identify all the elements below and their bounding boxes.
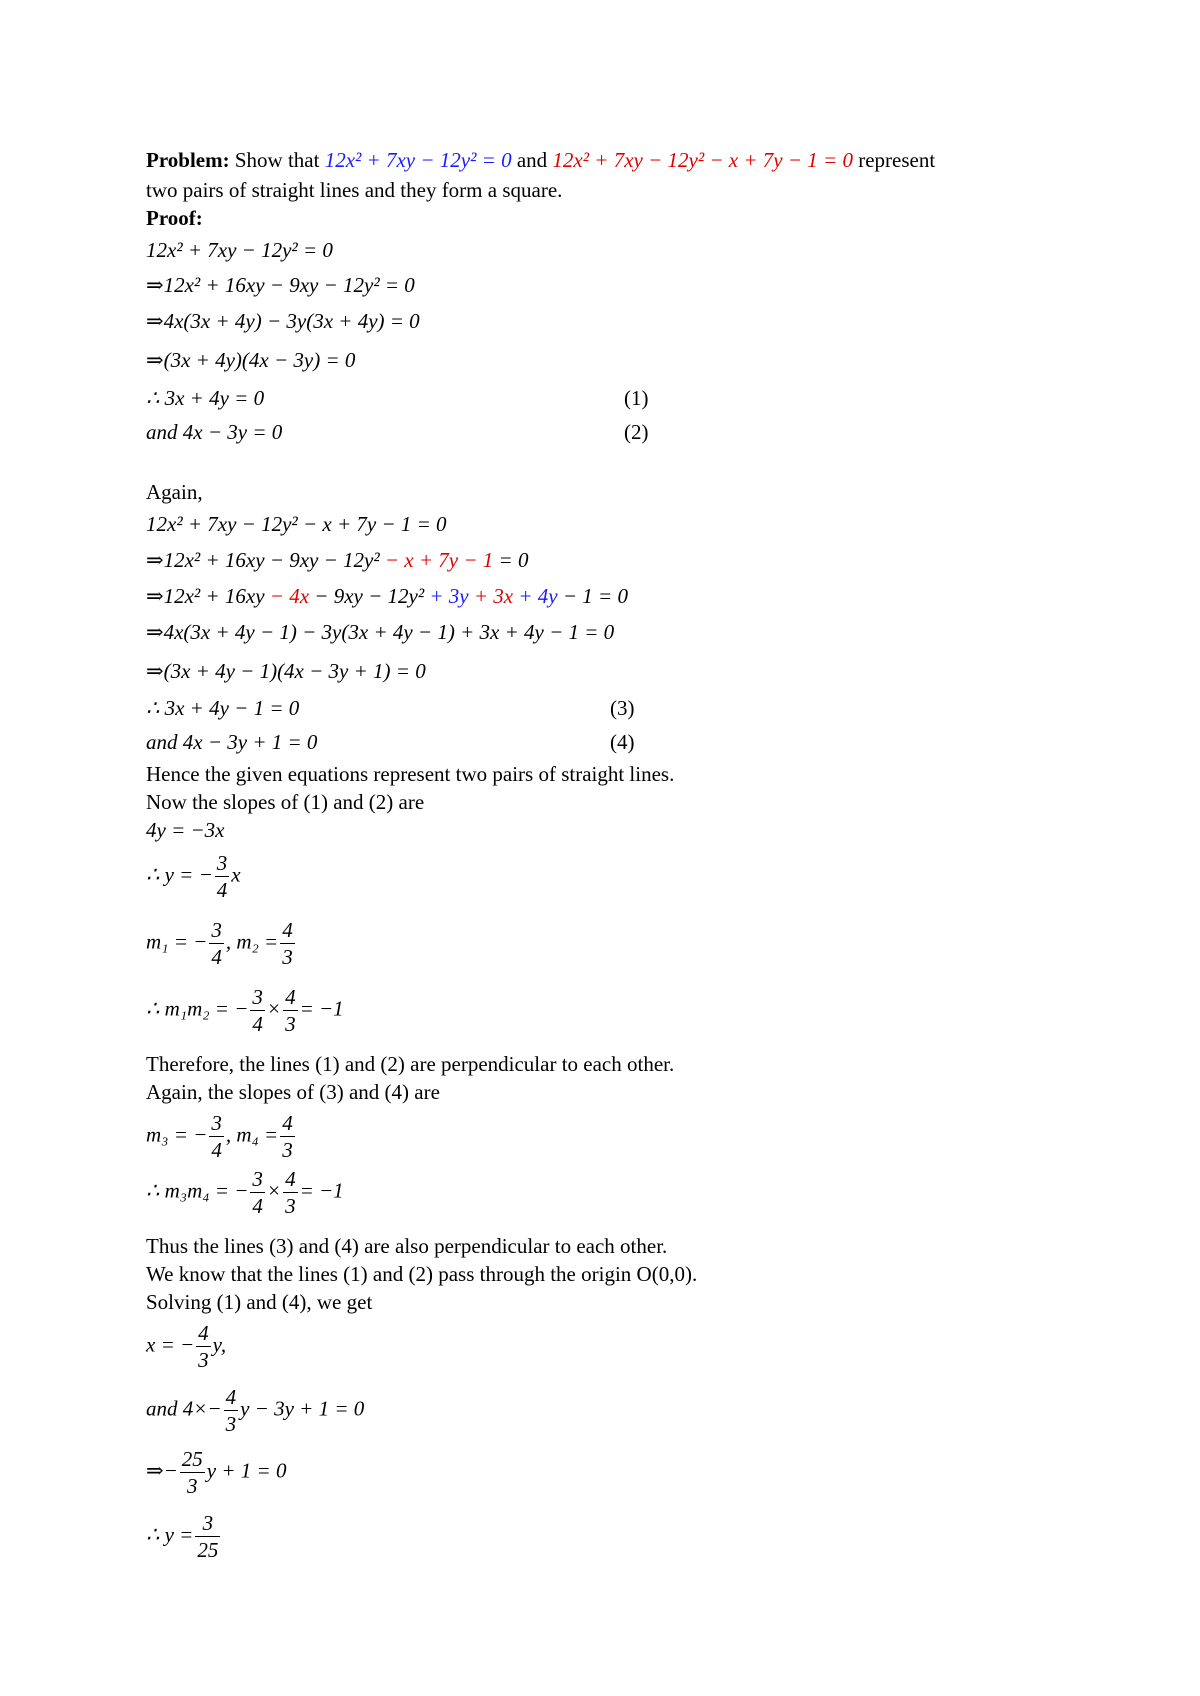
eq-line-11: ⇒(3x + 4y − 1)(4x − 3y + 1) = 0	[146, 659, 426, 683]
fraction	[283, 984, 298, 1037]
fraction-numerator: 3	[211, 1111, 222, 1135]
fraction-denominator: 3	[198, 1348, 209, 1372]
eq-tag-1: (1)	[624, 386, 649, 410]
eq-line-22-suffix: y + 1 = 0	[206, 1458, 287, 1483]
fraction	[280, 1110, 295, 1163]
fraction	[224, 1384, 239, 1437]
eq-line-16	[146, 917, 297, 970]
again-label: Again,	[146, 480, 203, 504]
fraction-numerator: 4	[198, 1321, 209, 1345]
fraction-numerator: 4	[285, 1167, 296, 1191]
fraction-denominator: 4	[216, 878, 228, 902]
fraction-numerator: 4	[225, 1385, 237, 1409]
fraction-denominator: 4	[211, 945, 222, 969]
times-sign: ×	[266, 996, 282, 1021]
problem-equation-2: 12x² + 7xy − 12y² − x + 7y − 1 = 0	[552, 148, 853, 172]
fraction-denominator: 3	[187, 1474, 198, 1498]
eq-line-21-prefix: and 4×−	[146, 1396, 222, 1421]
eq-line-19	[146, 1166, 344, 1219]
problem-represent: represent	[858, 148, 936, 172]
fraction	[283, 1166, 298, 1219]
eq-line-6: and 4x − 3y = 0	[146, 420, 283, 444]
fraction-numerator: 3	[216, 851, 228, 875]
fraction-denominator: 4	[252, 1012, 263, 1036]
eq-line-20-suffix: y,	[212, 1332, 227, 1357]
fraction-denominator: 3	[285, 1194, 296, 1218]
eq-line-9	[146, 582, 628, 610]
product-result: = −1	[299, 996, 344, 1021]
fraction-denominator: 25	[197, 1538, 219, 1562]
eq-line-9-part-a: ⇒12x² + 16xy	[146, 584, 265, 608]
eq-line-9-blue-2: + 4y	[513, 584, 558, 608]
fraction-numerator: 4	[282, 1111, 293, 1135]
eq-tag-2: (2)	[624, 420, 649, 444]
eq-line-4: ⇒(3x + 4y)(4x − 3y) = 0	[146, 348, 356, 372]
we-know-text: We know that the lines (1) and (2) pass through the origin O(0,0).	[146, 1262, 698, 1286]
fraction	[250, 984, 265, 1037]
fraction	[196, 1320, 211, 1373]
fraction-denominator: 3	[282, 945, 293, 969]
eq-line-8-part-a: ⇒12x² + 16xy − 9xy − 12y²	[146, 548, 380, 572]
eq-line-3: ⇒4x(3x + 4y) − 3y(3x + 4y) = 0	[146, 309, 420, 333]
eq-line-8-part-b: = 0	[493, 548, 529, 572]
eq-line-9-part-b: − 9xy − 12y²	[309, 584, 425, 608]
problem-and: and	[516, 148, 548, 172]
eq-line-5: ∴ 3x + 4y = 0	[146, 386, 265, 410]
eq-line-9-blue-1: + 3y	[424, 584, 469, 608]
eq-line-15-prefix: ∴ y = −	[146, 862, 213, 887]
fraction-numerator: 4	[282, 918, 293, 942]
fraction-numerator: 4	[285, 985, 296, 1009]
fraction	[209, 917, 224, 970]
eq-line-2: ⇒12x² + 16xy − 9xy − 12y² = 0	[146, 273, 415, 297]
fraction	[180, 1446, 205, 1499]
slope-m4: , m₄ =	[225, 1122, 279, 1147]
eq-line-15-suffix: x	[231, 862, 241, 887]
eq-line-9-red-2: + 3x	[468, 584, 514, 608]
problem-label: Problem:	[146, 148, 230, 172]
fraction-denominator: 3	[225, 1412, 237, 1436]
proof-label: Proof:	[146, 206, 203, 230]
solving-text: Solving (1) and (4), we get	[146, 1290, 373, 1314]
eq-line-10: ⇒4x(3x + 4y − 1) − 3y(3x + 4y − 1) + 3x + 4y − 1 = 0	[146, 620, 615, 644]
fraction-numerator: 25	[181, 1447, 203, 1471]
now-text: Now the slopes of (1) and (2) are	[146, 790, 425, 814]
eq-line-7: 12x² + 7xy − 12y² − x + 7y − 1 = 0	[146, 512, 447, 536]
eq-line-20-prefix: x = −	[146, 1332, 195, 1357]
again2-text: Again, the slopes of (3) and (4) are	[146, 1080, 440, 1104]
fraction-denominator: 4	[211, 1138, 222, 1162]
eq-line-23	[146, 1510, 222, 1563]
product-m1m2: ∴ m₁m₂ = −	[146, 996, 249, 1021]
eq-line-9-red-1: − 4x	[264, 584, 310, 608]
eq-line-9-part-c: − 1 = 0	[557, 584, 628, 608]
fraction-denominator: 3	[285, 1012, 296, 1036]
problem-show-that: Show that	[234, 148, 320, 172]
product-result: = −1	[299, 1178, 344, 1203]
fraction	[280, 917, 295, 970]
problem-line-2: two pairs of straight lines and they form a square.	[146, 178, 563, 202]
hence-text: Hence the given equations represent two pairs of straight lines.	[146, 762, 675, 786]
eq-line-18	[146, 1110, 297, 1163]
product-m3m4: ∴ m₃m₄ = −	[146, 1178, 249, 1203]
eq-line-14: 4y = −3x	[146, 818, 225, 842]
fraction-numerator: 3	[252, 985, 263, 1009]
eq-line-21	[146, 1384, 364, 1437]
eq-line-23-prefix: ∴ y =	[146, 1522, 194, 1547]
thus-text: Thus the lines (3) and (4) are also perpendicular to each other.	[146, 1234, 668, 1258]
fraction	[215, 850, 230, 903]
fraction-numerator: 3	[252, 1167, 263, 1191]
eq-line-20	[146, 1320, 226, 1373]
eq-line-8-red: − x + 7y − 1	[379, 548, 494, 572]
problem-equation-1: 12x² + 7xy − 12y² = 0	[324, 148, 512, 172]
eq-line-22-prefix: ⇒−	[146, 1458, 178, 1483]
eq-line-21-suffix: y − 3y + 1 = 0	[240, 1396, 365, 1421]
eq-line-1: 12x² + 7xy − 12y² = 0	[146, 238, 333, 262]
problem-statement	[146, 146, 935, 174]
slope-m1: m₁ = −	[146, 929, 208, 954]
fraction-numerator: 3	[195, 1510, 220, 1537]
fraction-numerator: 3	[211, 918, 222, 942]
eq-line-17	[146, 984, 344, 1037]
eq-line-12: ∴ 3x + 4y − 1 = 0	[146, 696, 300, 720]
slope-m3: m₃ = −	[146, 1122, 208, 1147]
fraction-denominator: 3	[282, 1138, 293, 1162]
eq-tag-3: (3)	[610, 696, 635, 720]
therefore-text: Therefore, the lines (1) and (2) are perpendicular to each other.	[146, 1052, 675, 1076]
fraction	[209, 1110, 224, 1163]
eq-tag-4: (4)	[610, 730, 635, 754]
eq-line-15	[146, 850, 241, 903]
fraction	[195, 1510, 220, 1563]
eq-line-8	[146, 546, 528, 574]
eq-line-22	[146, 1446, 286, 1499]
fraction	[250, 1166, 265, 1219]
fraction-denominator: 4	[252, 1194, 263, 1218]
slope-m2: , m₂ =	[225, 929, 279, 954]
times-sign: ×	[266, 1178, 282, 1203]
eq-line-13: and 4x − 3y + 1 = 0	[146, 730, 318, 754]
